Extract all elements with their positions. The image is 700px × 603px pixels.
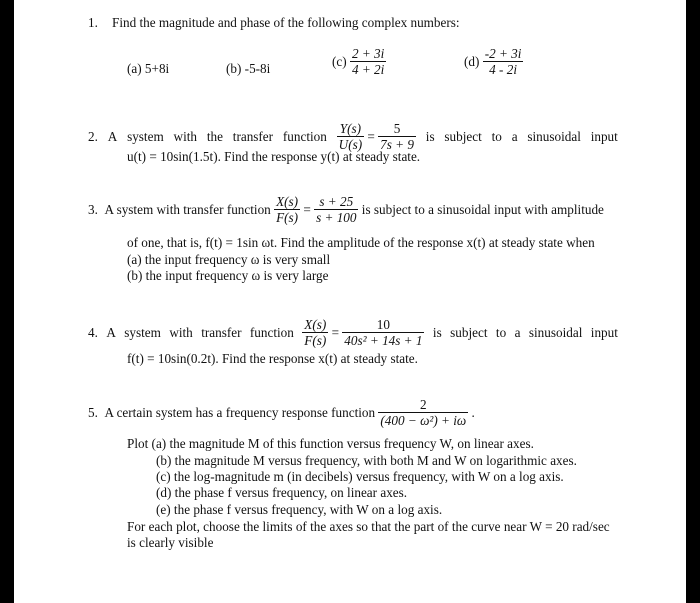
q2-word: to [491, 129, 502, 144]
q2-word: is [425, 129, 435, 144]
q1-option-d-denominator: 4 - 2i [489, 62, 517, 77]
q1-option-a: (a) 5+8i [127, 61, 170, 76]
q5-frequency-response [378, 397, 468, 428]
q3-line2: of one, that is, f(t) = 1sin ωt. Find the amplitude of the response x(t) at steady state when [127, 235, 595, 250]
q4-word: to [495, 325, 507, 340]
q2-rhs-denominator: 7s + 9 [380, 137, 414, 152]
q4-line2: f(t) = 10sin(0.2t). Find the response x(t) at steady state. [127, 351, 418, 366]
q4-word: a [514, 325, 521, 340]
q4-word: input [590, 325, 618, 340]
q2-word: transfer [232, 129, 274, 144]
q4-transfer-function [302, 317, 424, 348]
q4-number: 4. [88, 325, 98, 340]
q4-word: is [432, 325, 442, 340]
q5-closing-line2: is clearly visible [127, 535, 214, 550]
q5-plot-b: (b) the magnitude M versus frequency, with both M and W on logarithmic axes. [156, 453, 577, 468]
q1-option-d-numerator: -2 + 3i [484, 46, 522, 61]
q1-option-c-denominator: 4 + 2i [351, 62, 385, 77]
q1-option-d-label: (d) [464, 54, 480, 69]
q5-plot-d: (d) the phase f versus frequency, on linear axes. [156, 485, 408, 500]
q5-plot-a: Plot (a) the magnitude M of this function versus frequency W, on linear axes. [127, 436, 534, 451]
q5-closing-line1: For each plot, choose the limits of the axes so that the part of the curve near W = 20 rad/sec [127, 519, 610, 534]
q3-part-a: (a) the input frequency ω is very small [127, 252, 331, 267]
q5-line1 [88, 397, 475, 428]
q4-word: A [106, 325, 116, 340]
q3-equals: = [303, 202, 311, 217]
q5-plot-c: (c) the log-magnitude m (in decibels) versus frequency, with W on a log axis. [156, 469, 564, 484]
q3-tf-numerator: X(s) [276, 194, 299, 209]
q2-word: a [511, 129, 518, 144]
q5-fr-denominator: (400 − ω²) + iω [380, 413, 467, 428]
q4-word: system [124, 325, 161, 340]
q4-word: sinusoidal [528, 325, 583, 340]
q2-word: input [590, 129, 618, 144]
q4-tf-numerator: X(s) [304, 317, 327, 332]
q3-part-b: (b) the input frequency ω is very large [127, 268, 329, 283]
q2-word: sinusoidal [527, 129, 581, 144]
q3-after: is subject to a sinusoidal input with amplitude [361, 202, 604, 217]
q2-line2: u(t) = 10sin(1.5t). Find the response y(t) at steady state. [127, 149, 421, 164]
q2-tf-denominator: U(s) [338, 137, 363, 152]
q2-word: the [206, 129, 223, 144]
q5-number: 5. [88, 405, 98, 420]
q4-tf-denominator: F(s) [304, 333, 327, 348]
q3-rhs-denominator: s + 100 [316, 210, 357, 225]
q4-rhs-numerator: 10 [342, 317, 424, 333]
q2-word: system [127, 129, 164, 144]
q4-equals: = [331, 325, 339, 340]
document-page [14, 0, 686, 603]
q1-option-b: (b) -5-8i [226, 61, 271, 76]
q2-word: function [282, 129, 327, 144]
q2-word: subject [444, 129, 482, 144]
q4-line1 [88, 317, 618, 348]
q4-word: function [249, 325, 294, 340]
q1-option-c-label: (c) [332, 54, 347, 69]
q3-rhs-numerator: s + 25 [314, 194, 358, 210]
q3-intro: A system with transfer function [104, 202, 271, 217]
q4-rhs-denominator: 40s² + 14s + 1 [344, 333, 423, 348]
q5-fr-numerator: 2 [378, 397, 468, 413]
q1-option-c-numerator: 2 + 3i [351, 46, 385, 61]
q1-prompt: Find the magnitude and phase of the following complex numbers: [112, 15, 460, 30]
q1-option-c-fraction [350, 46, 386, 77]
q1-option-d [464, 46, 523, 77]
q5-intro: A certain system has a frequency response function [104, 405, 376, 420]
q2-rhs-numerator: 5 [378, 121, 416, 137]
q5-period: . [471, 405, 475, 420]
q3-line1 [88, 194, 604, 225]
q1-option-c [332, 46, 386, 77]
q2-number: 2. [88, 129, 98, 144]
q5-plot-e: (e) the phase f versus frequency, with W on a log axis. [156, 502, 443, 517]
q3-number: 3. [88, 202, 98, 217]
q3-tf-denominator: F(s) [276, 210, 299, 225]
q4-word: subject [450, 325, 488, 340]
q1-option-d-fraction [483, 46, 524, 77]
q2-word: with [173, 129, 197, 144]
q2-equals: = [367, 129, 375, 144]
q4-word: with [169, 325, 193, 340]
q3-tf-lhs [274, 194, 300, 225]
q2-tf-numerator: Y(s) [337, 121, 364, 137]
q4-word: transfer [201, 325, 242, 340]
q1-number: 1. [88, 15, 98, 30]
q2-word: A [107, 129, 118, 144]
q3-tf-rhs [314, 194, 358, 225]
